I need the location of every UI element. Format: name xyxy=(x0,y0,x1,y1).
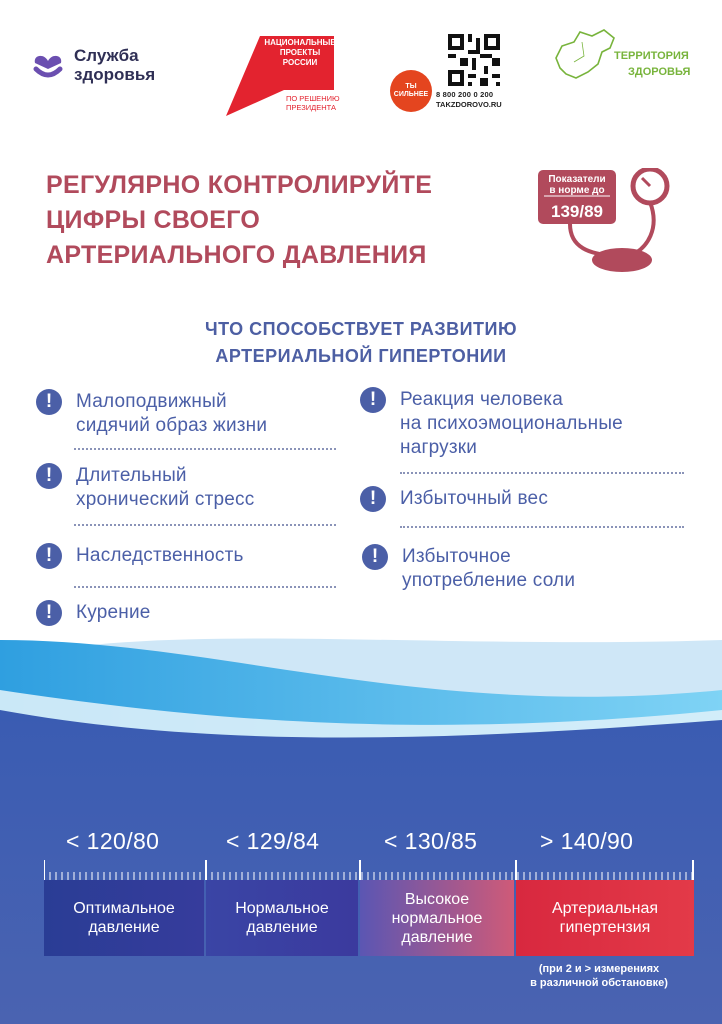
territory-line1: ТЕРРИТОРИЯ xyxy=(614,50,689,62)
scale-ruler xyxy=(44,860,694,880)
divider xyxy=(400,526,684,528)
takzdorovo-logo xyxy=(388,34,516,114)
measurement-note xyxy=(494,962,704,990)
category-line: давление xyxy=(401,928,473,946)
headline-line1: РЕГУЛЯРНО КОНТРОЛИРУЙТЕ xyxy=(46,171,433,199)
category-line: давление xyxy=(246,919,318,936)
gauge-value: 139/89 xyxy=(551,202,603,221)
factor-stress xyxy=(36,464,254,512)
factor-line: Малоподвижный xyxy=(76,391,227,412)
divider xyxy=(74,524,336,526)
category-high-normal xyxy=(360,880,514,956)
gauge-line1: Показатели xyxy=(548,174,606,185)
threshold-hypertension: > 140/90 xyxy=(540,828,634,854)
section-title xyxy=(0,316,722,370)
hotline-phone: 8 800 200 0 200 xyxy=(436,90,494,99)
heart-smile-icon xyxy=(30,47,66,83)
threshold-normal: < 129/84 xyxy=(226,828,320,854)
category-line: Высокое xyxy=(404,890,470,908)
category-line: гипертензия xyxy=(559,919,651,936)
factor-line: Избыточное xyxy=(402,546,511,567)
divider xyxy=(400,472,684,474)
category-line: нормальное xyxy=(391,909,483,927)
category-line: давление xyxy=(88,919,160,936)
factor-sedentary xyxy=(36,390,267,438)
exclamation-icon: ! xyxy=(360,387,386,413)
qr-code-icon xyxy=(448,34,500,86)
factor-line: Наследственность xyxy=(76,545,244,566)
headline xyxy=(46,168,486,273)
threshold-high-normal: < 130/85 xyxy=(384,828,478,854)
wave-background xyxy=(0,600,722,1024)
territory-line2: ЗДОРОВЬЯ xyxy=(628,66,691,78)
exclamation-icon: ! xyxy=(36,600,62,626)
headline-line3: АРТЕРИАЛЬНОГО ДАВЛЕНИЯ xyxy=(46,241,427,269)
tonometer-graphic xyxy=(530,168,680,288)
headline-line2: ЦИФРЫ СВОЕГО xyxy=(46,206,261,234)
divider xyxy=(74,448,336,450)
category-line: Оптимальное xyxy=(73,900,175,917)
np-sub2: ПРЕЗИДЕНТА xyxy=(286,103,336,112)
national-projects-logo xyxy=(226,36,340,120)
np-line2: ПРОЕКТЫ xyxy=(279,48,321,57)
exclamation-icon: ! xyxy=(36,543,62,569)
category-hypertension xyxy=(516,880,694,956)
factor-heredity xyxy=(36,544,244,569)
np-line1: НАЦИОНАЛЬНЫЕ xyxy=(264,38,336,47)
factor-line: на психоэмоциональные xyxy=(400,413,623,434)
factor-line: Реакция человека xyxy=(400,389,563,410)
factor-line: Избыточный вес xyxy=(400,488,549,509)
pressure-categories xyxy=(44,880,694,956)
sluzhba-zdorovya-logo xyxy=(30,46,155,84)
factor-overweight xyxy=(360,487,548,512)
threshold-optimal: < 120/80 xyxy=(66,828,160,854)
factor-salt xyxy=(362,545,575,593)
factor-line: употребление соли xyxy=(402,570,576,591)
takzdorovo-site: TAKZDOROVO.RU xyxy=(436,100,502,109)
category-line: Артериальная xyxy=(551,900,659,917)
note-line2: в различной обстановке) xyxy=(530,977,668,989)
np-sub1: ПО РЕШЕНИЮ xyxy=(286,94,340,103)
divider xyxy=(74,586,336,588)
ty-silnee-badge: ТЫ СИЛЬНЕЕ xyxy=(390,70,432,112)
factor-line: сидячий образ жизни xyxy=(76,415,268,436)
section-title-line2: АРТЕРИАЛЬНОЙ ГИПЕРТОНИИ xyxy=(215,346,507,366)
exclamation-icon: ! xyxy=(36,463,62,489)
factor-line: хронический стресс xyxy=(76,489,255,510)
sluzhba-line1: Служба xyxy=(74,46,139,65)
factor-line: нагрузки xyxy=(400,437,478,458)
factor-line: Курение xyxy=(76,602,151,623)
note-line1: (при 2 и > измерениях xyxy=(538,963,660,975)
exclamation-icon: ! xyxy=(36,389,62,415)
factor-line: Длительный xyxy=(76,465,187,486)
gauge-line2: в норме до xyxy=(549,185,605,196)
sluzhba-line2: здоровья xyxy=(74,65,156,84)
category-normal xyxy=(206,880,358,956)
exclamation-icon: ! xyxy=(362,544,388,570)
territory-health-logo xyxy=(552,28,692,92)
section-title-line1: ЧТО СПОСОБСТВУЕТ РАЗВИТИЮ xyxy=(204,319,518,339)
exclamation-icon: ! xyxy=(360,486,386,512)
category-line: Нормальное xyxy=(235,900,329,917)
factor-psycho-emotional xyxy=(360,388,623,460)
np-line3: РОССИИ xyxy=(282,58,318,67)
category-optimal xyxy=(44,880,204,956)
